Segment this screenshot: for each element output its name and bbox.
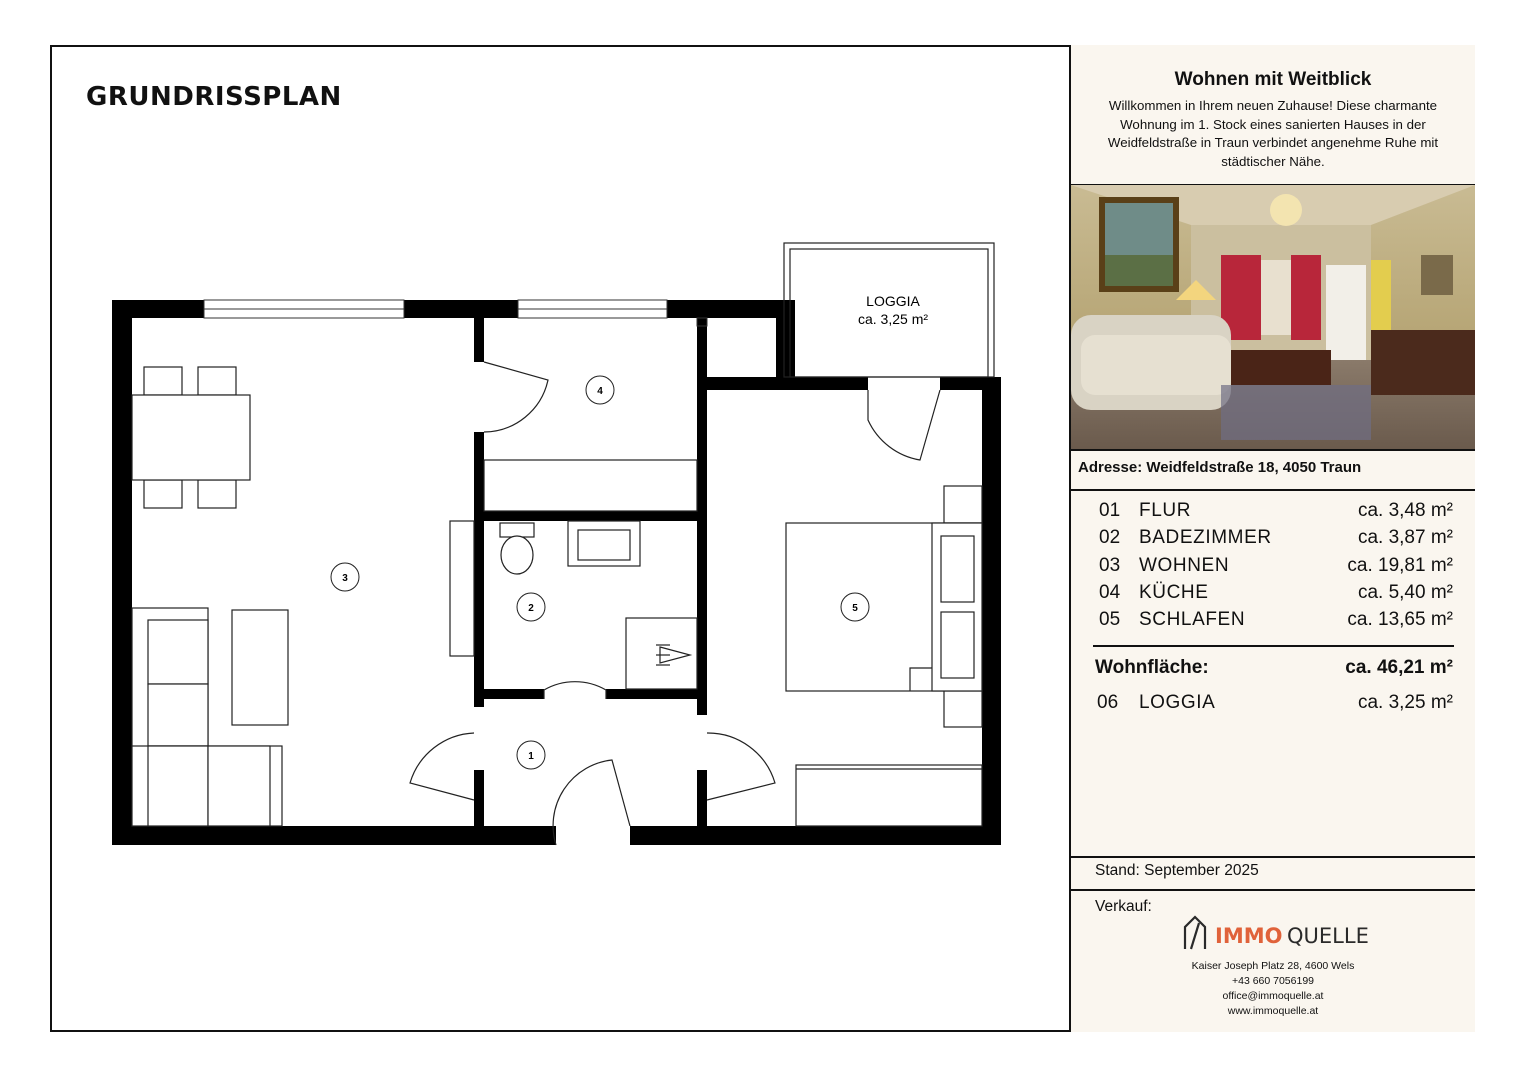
- divider: [1071, 856, 1475, 858]
- svg-text:QUELLE: QUELLE: [1287, 924, 1369, 948]
- kitchen-counter: [484, 460, 697, 511]
- room-marker-3-label: 3: [342, 573, 348, 584]
- door-loggia: [868, 390, 940, 460]
- room-number: 03: [1099, 554, 1121, 576]
- room-name: KÜCHE: [1139, 581, 1209, 603]
- loggia-label: LOGGIA: [866, 293, 920, 309]
- seller-label: Verkauf:: [1095, 898, 1152, 915]
- wall-west: [112, 300, 132, 845]
- contact-email: office@immoquelle.at: [1222, 990, 1324, 1002]
- tv-board: [450, 521, 474, 656]
- room-area: ca. 13,65 m²: [1347, 609, 1453, 631]
- contact-block: [1071, 959, 1475, 1019]
- room-name: BADEZIMMER: [1139, 527, 1272, 549]
- wall-loggia-side: [776, 300, 795, 382]
- loggia-outline: [784, 243, 994, 377]
- wall-int-2: [474, 432, 484, 707]
- wall-loggia-north-a: [795, 377, 868, 390]
- divider: [1071, 449, 1475, 451]
- room-number: 04: [1099, 581, 1121, 603]
- room-number: 05: [1099, 609, 1121, 631]
- room-number: 01: [1099, 500, 1121, 521]
- dining-table: [132, 367, 250, 508]
- room-area: ca. 5,40 m²: [1357, 581, 1453, 603]
- total-area-label: Wohnfläche:: [1095, 657, 1209, 678]
- room-row: [1099, 500, 1453, 527]
- room-area: ca. 3,87 m²: [1357, 527, 1453, 549]
- wall-int-kitchen: [474, 511, 707, 521]
- living-room-photo: [1071, 185, 1475, 450]
- contact-website: www.immoquelle.at: [1227, 1005, 1319, 1017]
- wall-int-1: [474, 318, 484, 362]
- bed: [786, 486, 982, 727]
- wall-int-bath-a: [474, 689, 544, 699]
- wall-south-right: [630, 826, 1001, 845]
- room-area: ca. 19,81 m²: [1347, 554, 1453, 576]
- contact-address: Kaiser Joseph Platz 28, 4600 Wels: [1191, 960, 1355, 972]
- room-marker-2-label: 2: [528, 603, 534, 614]
- wall-north-2: [404, 300, 518, 318]
- wardrobe: [796, 765, 982, 826]
- room-row: [1099, 527, 1453, 554]
- room-number: 02: [1099, 527, 1121, 549]
- immoquelle-logo: [1181, 915, 1381, 951]
- total-area-value: ca. 46,21 m²: [1345, 657, 1453, 678]
- wall-loggia-bottom: [697, 377, 795, 390]
- door-bedroom: [707, 733, 775, 800]
- door-living: [410, 733, 474, 800]
- door-kitchen: [484, 362, 548, 432]
- coffee-table: [232, 610, 288, 725]
- total-area-row: [1095, 657, 1453, 679]
- room-area: ca. 3,48 m²: [1357, 500, 1453, 521]
- room-marker-4-label: 4: [597, 386, 603, 397]
- wall-int-bath-b: [606, 689, 707, 699]
- room-marker-1-label: 1: [528, 751, 534, 762]
- room-number: 06: [1097, 692, 1119, 713]
- wall-int-3: [474, 770, 484, 826]
- room-name: SCHLAFEN: [1139, 609, 1246, 631]
- listing-intro: Willkommen in Ihrem neuen Zuhause! Diese charmante Wohnung im 1. Stock eines sanierten Hauses in der Weidfeldstraße in Traun verbindet angenehme Ruhe mit städtischer Nähe.: [1107, 98, 1439, 169]
- room-name: LOGGIA: [1139, 692, 1216, 713]
- wall-north-1: [112, 300, 204, 318]
- listing-title: Wohnen mit Weitblick: [1174, 69, 1372, 90]
- svg-text:IMMO: IMMO: [1215, 924, 1283, 948]
- room-area: ca. 3,25 m²: [1357, 692, 1453, 713]
- info-panel: [1069, 45, 1475, 1032]
- room-row: [1099, 609, 1453, 636]
- wall-south-left: [112, 826, 556, 845]
- room-name: FLUR: [1139, 500, 1192, 521]
- toilet-tank: [500, 523, 534, 537]
- loggia-area: ca. 3,25 m²: [857, 311, 929, 327]
- room-list: [1099, 500, 1453, 636]
- wall-east: [982, 377, 1001, 845]
- room-row: [1099, 555, 1453, 582]
- wall-loggia-north-b: [940, 377, 1001, 390]
- toilet-bowl: [501, 536, 533, 574]
- room-row: [1099, 582, 1453, 609]
- room-name: WOHNEN: [1139, 554, 1230, 576]
- address: Adresse: Weidfeldstraße 18, 4050 Traun: [1078, 459, 1362, 476]
- wall-north-3: [667, 300, 795, 318]
- door-bath: [544, 682, 606, 699]
- door-entrance: [553, 760, 630, 845]
- room-marker-5-label: 5: [852, 603, 858, 614]
- page-title: GRUNDRISSPLAN: [86, 82, 342, 112]
- divider: [1071, 889, 1475, 891]
- sum-divider: [1093, 645, 1454, 647]
- wall-int-5: [697, 770, 707, 826]
- divider: [1071, 489, 1475, 491]
- contact-phone: +43 660 7056199: [1231, 975, 1315, 987]
- status-date: Stand: September 2025: [1095, 862, 1259, 879]
